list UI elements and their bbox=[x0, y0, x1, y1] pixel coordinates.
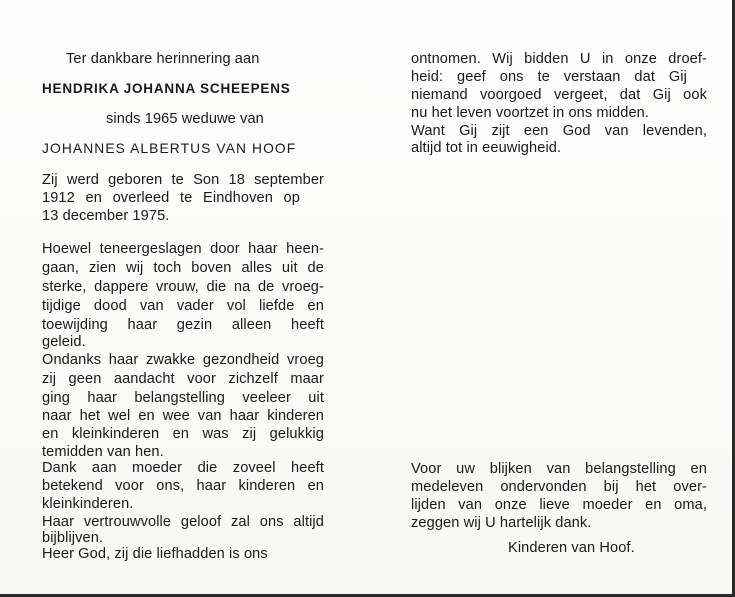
text-line: zij geen aandacht voor zichzelf maar bbox=[42, 371, 324, 387]
memorial-header: Ter dankbare herinnering aan bbox=[66, 51, 260, 67]
prayer-line: Want Gij zijt een God van levenden, bbox=[411, 123, 707, 139]
text-line: Ondanks haar zwakke gezondheid vroeg bbox=[42, 352, 324, 368]
prayer-line: ontnomen. Wij bidden U in onze droef- bbox=[411, 51, 707, 67]
birth-line: Zij werd geboren te Son 18 september bbox=[42, 172, 324, 188]
text-line: tijdige dood van vader vol liefde en bbox=[42, 298, 324, 314]
text-line: kleinkinderen. bbox=[42, 496, 134, 512]
text-line: bijblijven. bbox=[42, 530, 104, 546]
text-line: Hoewel teneergeslagen door haar heen- bbox=[42, 241, 324, 257]
text-line: naar het wel en wee van haar kinderen bbox=[42, 408, 324, 424]
text-line: Dank aan moeder die zoveel heeft bbox=[42, 460, 324, 476]
birth-line: 13 december 1975. bbox=[42, 208, 170, 224]
text-line: ging haar belangstelling veeleer uit bbox=[42, 390, 324, 406]
thanks-line: lijden van onze lieve moeder en oma, bbox=[411, 497, 707, 513]
prayer-line: altijd tot in eeuwigheid. bbox=[411, 140, 562, 156]
text-line: temidden van hen. bbox=[42, 444, 164, 460]
thanks-line: Voor uw blijken van belangstelling en bbox=[411, 461, 707, 477]
husband-name: JOHANNES ALBERTUS VAN HOOF bbox=[42, 141, 297, 156]
widow-line: sinds 1965 weduwe van bbox=[106, 111, 264, 127]
text-line: Heer God, zij die liefhadden is ons bbox=[42, 546, 268, 562]
thanks-line: medeleven ondervonden bij het over- bbox=[411, 479, 707, 495]
text-line: en kleinkinderen en was zij gelukkig bbox=[42, 426, 324, 442]
text-line: toewijding haar gezin alleen heeft bbox=[42, 317, 324, 333]
text-line: gaan, zien wij toch boven alles uit de bbox=[42, 260, 324, 276]
text-line: sterke, dappere vrouw, die na de vroeg- bbox=[42, 279, 324, 295]
right-page bbox=[367, 0, 732, 594]
thanks-line: zeggen wij U hartelijk dank. bbox=[411, 515, 592, 531]
text-line: betekend voor ons, haar kinderen en bbox=[42, 478, 324, 494]
deceased-name: HENDRIKA JOHANNA SCHEEPENS bbox=[42, 81, 291, 96]
prayer-line: niemand voorgoed vergeet, dat Gij ook bbox=[411, 87, 707, 103]
text-line: geleid. bbox=[42, 334, 86, 350]
signature: Kinderen van Hoof. bbox=[508, 540, 635, 556]
left-page bbox=[0, 0, 367, 594]
prayer-line: nu het leven voortzet in ons midden. bbox=[411, 105, 650, 121]
birth-line: 1912 en overleed te Eindhoven op bbox=[42, 190, 300, 206]
prayer-line: heid: geef ons te verstaan dat Gij bbox=[411, 69, 687, 85]
text-line: Haar vertrouwvolle geloof zal ons altijd bbox=[42, 514, 324, 530]
